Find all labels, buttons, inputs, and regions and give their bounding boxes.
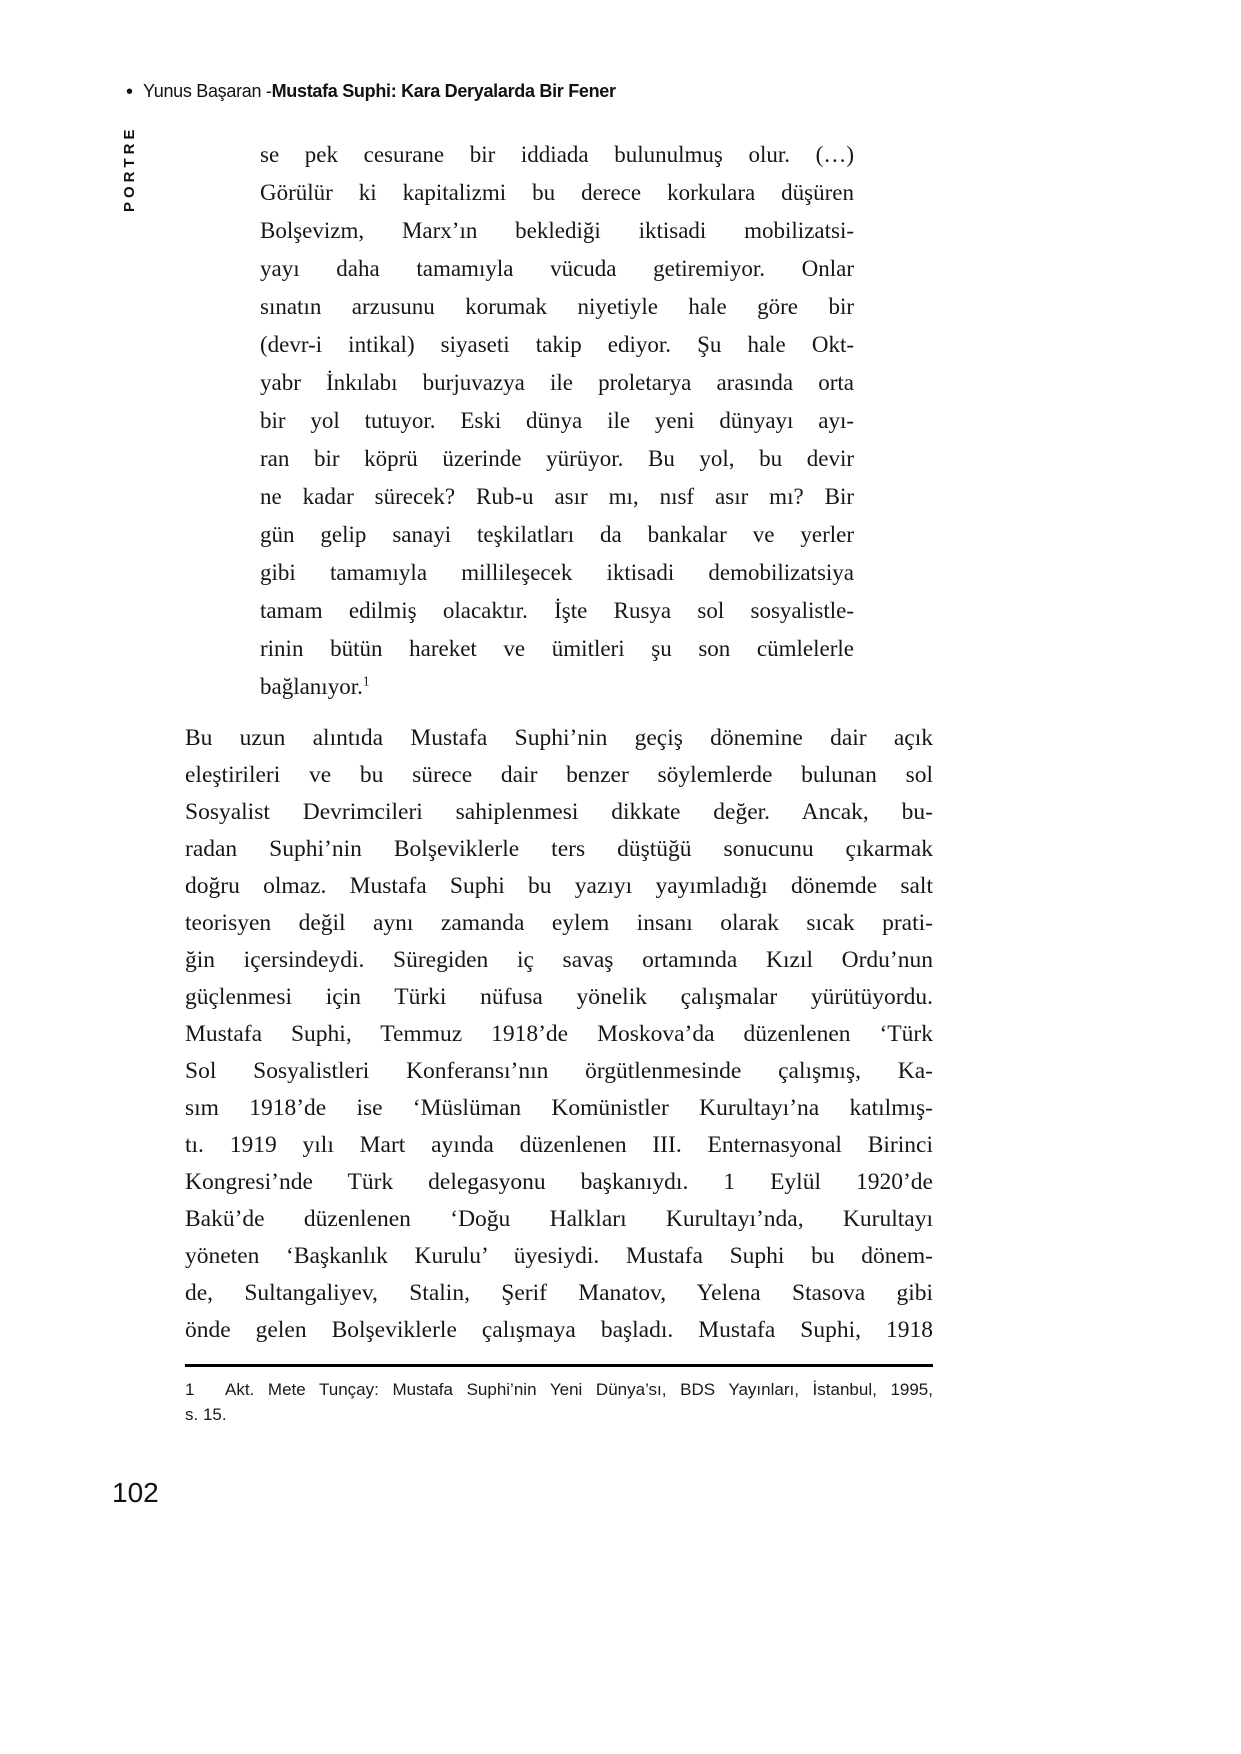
- footnote-text-continued: s. 15.: [185, 1405, 227, 1424]
- body-line: Kongresi’nde Türk delegasyonu başkanıydı. 1 Eylül 1920’de: [185, 1169, 933, 1195]
- body-line: sım 1918’de ise ‘Müslüman Komünistler Kurultayı’na katılmış-: [185, 1095, 933, 1121]
- footnote-text: Akt. Mete Tunçay: Mustafa Suphi’nin Yeni Dünya’sı, BDS Yayınları, İstanbul, 1995,: [225, 1380, 933, 1399]
- page-header: [126, 80, 616, 103]
- body-line: Bu uzun alıntıda Mustafa Suphi’nin geçiş dönemine dair açık: [185, 725, 933, 751]
- quote-line: gün gelip sanayi teşkilatları da bankalar ve yerler: [260, 522, 854, 547]
- footnote-line: [185, 1377, 933, 1402]
- body-line: önde gelen Bolşeviklerle çalışmaya başladı. Mustafa Suphi, 1918: [185, 1317, 933, 1343]
- quote-line: Bolşevizm, Marx’ın beklediği iktisadi mobilizatsi-: [260, 218, 854, 243]
- quote-line: yayı daha tamamıyla vücuda getiremiyor. Onlar: [260, 256, 854, 281]
- footnote-reference: 1: [362, 673, 370, 689]
- footnote-separator-rule: [185, 1364, 933, 1367]
- quote-line-last: [260, 668, 854, 706]
- body-line: teorisyen değil aynı zamanda eylem insanı olarak sıcak prati-: [185, 910, 933, 936]
- body-line: yöneten ‘Başkanlık Kurulu’ üyesiydi. Mustafa Suphi bu dönem-: [185, 1243, 933, 1269]
- body-line: Bakü’de düzenlenen ‘Doğu Halkları Kurultayı’nda, Kurultayı: [185, 1206, 933, 1232]
- quote-line: se pek cesurane bir iddiada bulunulmuş olur. (…): [260, 142, 854, 167]
- body-line: tı. 1919 yılı Mart ayında düzenlenen III. Enternasyonal Birinci: [185, 1132, 933, 1158]
- quote-line: ran bir köprü üzerinde yürüyor. Bu yol, bu devir: [260, 446, 854, 471]
- quote-line: sınatın arzusunu korumak niyetiyle hale göre bir: [260, 294, 854, 319]
- footnote-number: 1: [185, 1380, 195, 1399]
- body-line: Mustafa Suphi, Temmuz 1918’de Moskova’da düzenlenen ‘Türk: [185, 1021, 933, 1047]
- body-paragraph: [185, 720, 933, 1349]
- body-line: Sol Sosyalistleri Konferansı’nın örgütlenmesinde çalışmış, Ka-: [185, 1058, 933, 1084]
- body-line: güçlenmesi için Türki nüfusa yönelik çalışmalar yürütüyordu.: [185, 984, 933, 1010]
- body-line: doğru olmaz. Mustafa Suphi bu yazıyı yayımladığı dönemde salt: [185, 873, 933, 899]
- quote-line: bir yol tutuyor. Eski dünya ile yeni dünyayı ayı-: [260, 408, 854, 433]
- body-line: de, Sultangaliyev, Stalin, Şerif Manatov, Yelena Stasova gibi: [185, 1280, 933, 1306]
- body-line: Sosyalist Devrimcileri sahiplenmesi dikkate değer. Ancak, bu-: [185, 799, 933, 825]
- body-line: ğin içersindeydi. Süregiden iç savaş ortamında Kızıl Ordu’nun: [185, 947, 933, 973]
- footnote: [185, 1377, 933, 1427]
- header-author: Yunus Başaran -: [143, 81, 272, 101]
- block-quote: [260, 136, 854, 706]
- section-vertical-label: PORTRE: [121, 125, 138, 212]
- header-bullet-icon: •: [126, 81, 134, 103]
- quote-line: yabr İnkılabı burjuvazya ile proletarya arasında orta: [260, 370, 854, 395]
- quote-line: Görülür ki kapitalizmi bu derece korkulara düşüren: [260, 180, 854, 205]
- quote-last-text: bağlanıyor.: [260, 674, 363, 699]
- quote-line: (devr-i intikal) siyaseti takip ediyor. Şu hale Okt-: [260, 332, 854, 357]
- quote-line: ne kadar sürecek? Rub-u asır mı, nısf asır mı? Bir: [260, 484, 854, 509]
- body-line: radan Suphi’nin Bolşeviklerle ters düştüğü sonucunu çıkarmak: [185, 836, 933, 862]
- quote-line: tamam edilmiş olacaktır. İşte Rusya sol sosyalistle-: [260, 598, 854, 623]
- quote-line: gibi tamamıyla millileşecek iktisadi demobilizatsiya: [260, 560, 854, 585]
- header-book-title: Mustafa Suphi: Kara Deryalarda Bir Fener: [271, 81, 616, 101]
- quote-line: rinin bütün hareket ve ümitleri şu son cümlelerle: [260, 636, 854, 661]
- page-number: 102: [112, 1477, 159, 1508]
- body-line: eleştirileri ve bu sürece dair benzer söylemlerde bulunan sol: [185, 762, 933, 788]
